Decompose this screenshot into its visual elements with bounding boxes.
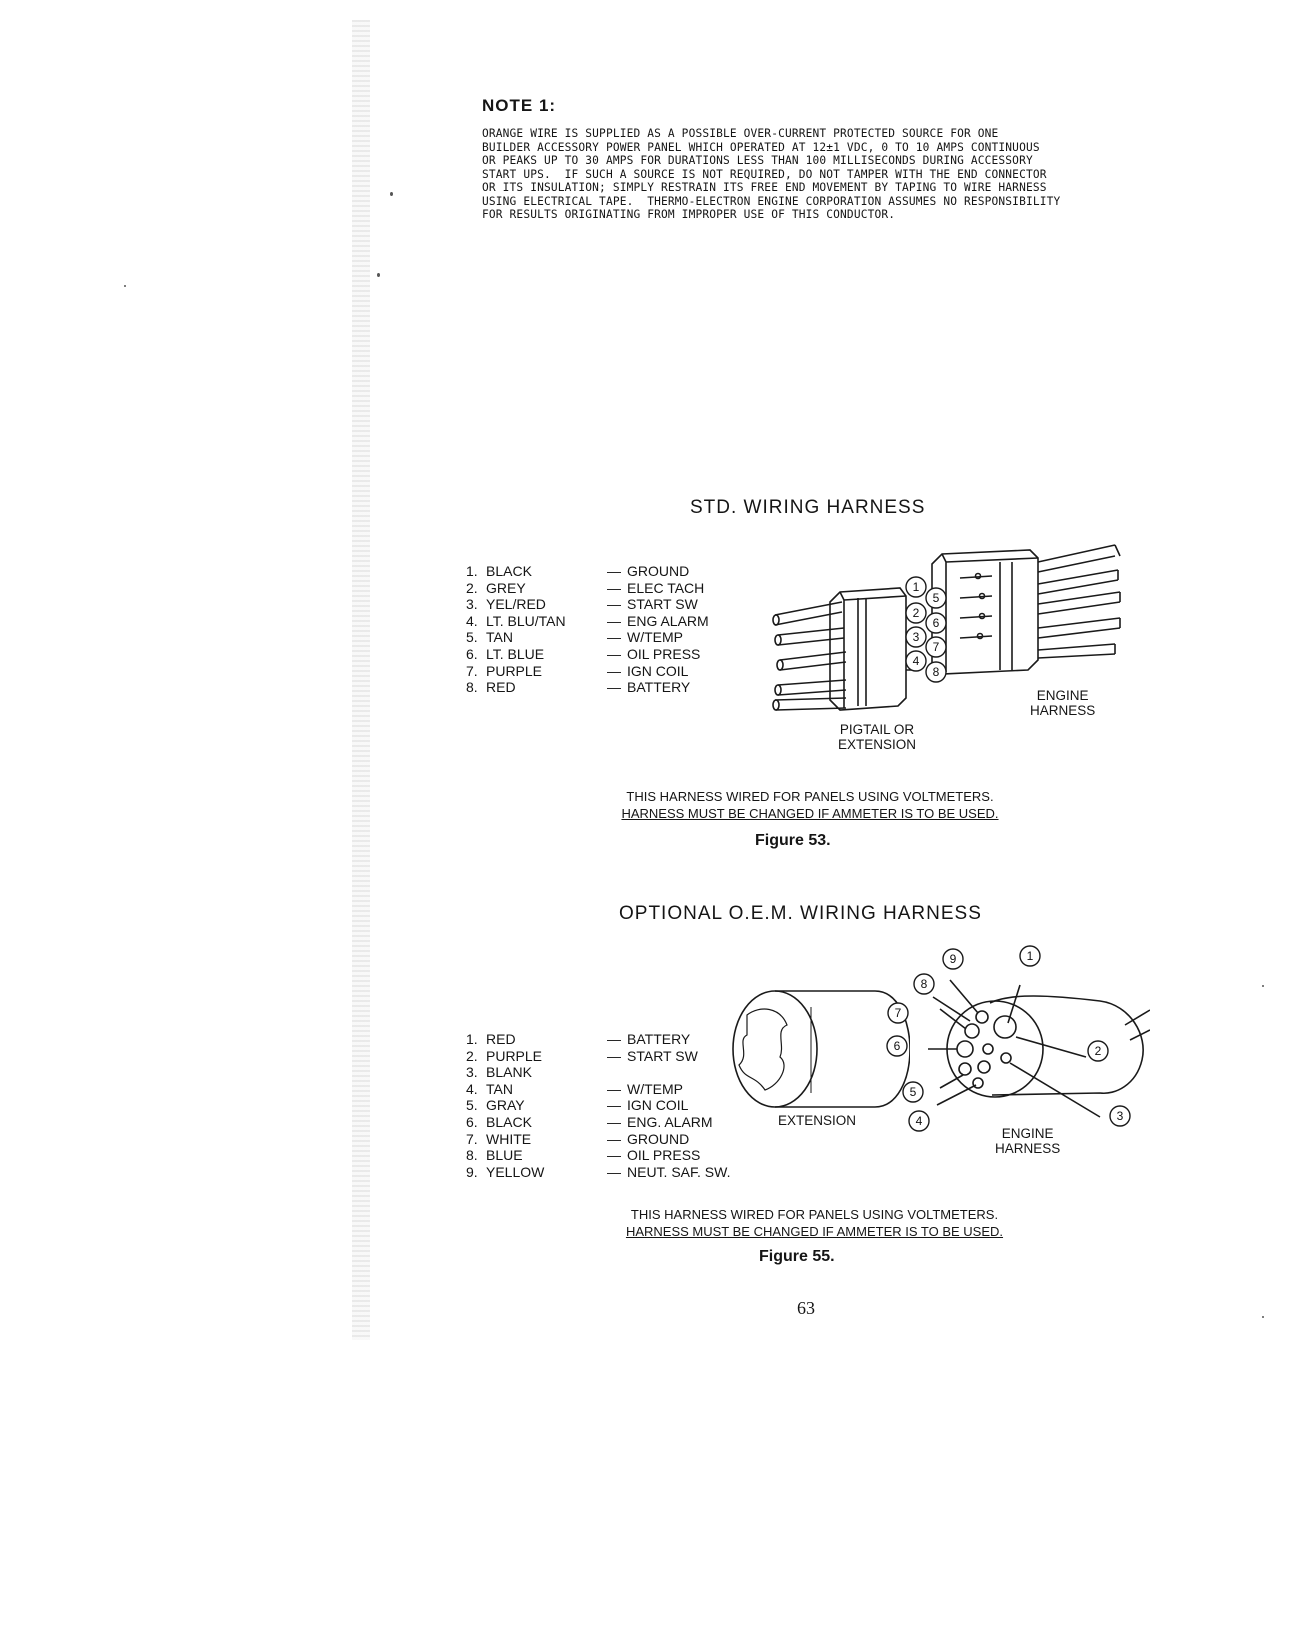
- wire-color: PURPLE: [486, 662, 543, 679]
- legend-row: [466, 580, 709, 597]
- note-footer-line: THIS HARNESS WIRED FOR PANELS USING VOLTMETERS.: [630, 1207, 999, 1222]
- wire-number: 9.: [466, 1163, 478, 1180]
- wire-function: ENG. ALARM: [627, 1113, 713, 1130]
- wire-color: GREY: [486, 579, 526, 596]
- page-number: 63: [797, 1298, 815, 1318]
- engine-harness-label: [1030, 688, 1095, 718]
- note-line: START UPS. IF SUCH A SOURCE IS NOT REQUIRED, DO NOT TAMPER WITH THE END CONNECTOR: [482, 167, 1047, 181]
- wire-color: BLACK: [486, 563, 532, 579]
- oem-engine-harness-label: [995, 1126, 1060, 1156]
- wire-function: IGN COIL: [627, 1097, 689, 1114]
- pin-callout: [943, 949, 963, 969]
- pin-number: 1: [1026, 949, 1034, 963]
- note-line: ORANGE WIRE IS SUPPLIED AS A POSSIBLE OVER-CURRENT PROTECTED SOURCE FOR ONE: [482, 127, 999, 140]
- wire-number: 3.: [466, 1064, 478, 1081]
- wire-function: NEUT. SAF. SW.: [627, 1163, 731, 1180]
- wire-color: TAN: [486, 1080, 513, 1097]
- wire-number: 7.: [466, 1130, 478, 1147]
- wire-number: 6.: [466, 1113, 478, 1130]
- std-wire-legend: [466, 563, 709, 696]
- wire-color: RED: [486, 679, 516, 696]
- note-title: NOTE 1:: [482, 96, 557, 115]
- legend-row: [466, 596, 709, 613]
- wire-color: BLANK: [486, 1064, 532, 1081]
- legend-row: [466, 646, 709, 663]
- pin-number: 6: [893, 1039, 901, 1053]
- pin-callout: [906, 627, 926, 647]
- wire-number: 7.: [466, 662, 478, 679]
- legend-row: [466, 629, 709, 646]
- oem-wire-legend: [466, 1031, 730, 1180]
- pin-callout: [903, 1082, 923, 1102]
- wire-function: GROUND: [627, 1130, 690, 1147]
- pin-callout: [887, 1036, 907, 1056]
- extension-label: EXTENSION: [778, 1113, 857, 1128]
- legend-row: [466, 1164, 730, 1181]
- pin-callout: [926, 588, 946, 608]
- label-line: ENGINE: [1001, 1126, 1054, 1141]
- legend-dash: —: [607, 563, 621, 579]
- pin-callout: [906, 651, 926, 671]
- wire-color: YEL/RED: [486, 596, 546, 613]
- legend-dash: —: [607, 1047, 621, 1064]
- wire-number: 6.: [466, 645, 478, 662]
- wire-number: 5.: [466, 1097, 478, 1114]
- note-footer-line: THIS HARNESS WIRED FOR PANELS USING VOLTMETERS.: [626, 789, 994, 804]
- note-body: [482, 127, 1162, 222]
- std-harness-heading: STD. WIRING HARNESS: [690, 497, 926, 518]
- wire-color: BLUE: [486, 1147, 523, 1164]
- wire-color: GRAY: [486, 1097, 525, 1114]
- wire-number: 4.: [466, 1080, 478, 1097]
- wire-color: BLACK: [486, 1113, 532, 1130]
- label-line: HARNESS: [995, 1141, 1061, 1156]
- label-line: ENGINE: [1036, 688, 1089, 703]
- wire-number: 8.: [466, 1147, 478, 1164]
- legend-dash: —: [607, 1130, 621, 1147]
- legend-dash: —: [607, 629, 621, 646]
- label-line: HARNESS: [1030, 703, 1096, 718]
- legend-row: [466, 1114, 730, 1131]
- legend-dash: —: [607, 679, 621, 696]
- wire-number: 4.: [466, 612, 478, 629]
- legend-row: [466, 679, 709, 696]
- legend-row: [466, 663, 709, 680]
- pin-number: 2: [912, 606, 920, 620]
- pin-callout: [926, 613, 946, 633]
- pin-callout: [909, 1111, 929, 1131]
- pin-callout: [888, 1003, 908, 1023]
- wire-number: 2.: [466, 1047, 478, 1064]
- wire-number: 2.: [466, 579, 478, 596]
- pin-callout: [1020, 946, 1040, 966]
- legend-dash: —: [607, 1097, 621, 1114]
- pin-number: 6: [932, 616, 940, 630]
- scan-speck: [377, 273, 380, 277]
- wire-number: 8.: [466, 679, 478, 696]
- wire-function: ELEC TACH: [627, 579, 705, 596]
- legend-dash: —: [607, 662, 621, 679]
- pigtail-label: [838, 722, 916, 752]
- pin-callout: [914, 974, 934, 994]
- wire-function: W/TEMP: [627, 1080, 683, 1097]
- wire-color: PURPLE: [486, 1047, 543, 1064]
- label-line: PIGTAIL OR: [839, 722, 915, 737]
- pin-number: 3: [1116, 1109, 1124, 1123]
- pin-number: 7: [894, 1006, 902, 1020]
- wire-color: WHITE: [486, 1130, 532, 1147]
- pin-number: 9: [949, 952, 957, 966]
- legend-row: [466, 1097, 730, 1114]
- pin-number: 7: [932, 640, 940, 654]
- oem-harness-note: [597, 1206, 1032, 1240]
- wire-number: 5.: [466, 629, 478, 646]
- std-harness-note: [590, 788, 1030, 822]
- wire-function: ENG ALARM: [627, 612, 709, 629]
- wire-color: LT. BLUE: [486, 645, 545, 662]
- note-footer-line: HARNESS MUST BE CHANGED IF AMMETER IS TO BE USED.: [625, 1224, 1004, 1239]
- wire-number: 3.: [466, 596, 478, 613]
- legend-row: [466, 563, 709, 580]
- pin-callout: [926, 637, 946, 657]
- pigtail-wires: [773, 602, 846, 710]
- note-line: OR PEAKS UP TO 30 AMPS FOR DURATIONS LESS THAN 100 MILLISECONDS DURING ACCESSORY: [482, 154, 1033, 167]
- figure-55-caption: Figure 55.: [759, 1248, 835, 1265]
- pin-number: 5: [909, 1085, 917, 1099]
- legend-row: [466, 1064, 730, 1081]
- note-line: OR ITS INSULATION; SIMPLY RESTRAIN ITS FREE END MOVEMENT BY TAPING TO WIRE HARNESS: [482, 181, 1047, 194]
- pin-number: 4: [912, 654, 920, 668]
- legend-dash: —: [607, 596, 621, 613]
- legend-row: [466, 1131, 730, 1148]
- wire-color: RED: [486, 1031, 516, 1047]
- legend-dash: —: [607, 1080, 621, 1097]
- legend-row: [466, 1081, 730, 1098]
- wire-function: W/TEMP: [627, 629, 683, 646]
- note-line: USING ELECTRICAL TAPE. THERMO-ELECTRON ENGINE CORPORATION ASSUMES NO RESPONSIBILITY: [482, 194, 1061, 208]
- oem-harness-heading: OPTIONAL O.E.M. WIRING HARNESS: [619, 903, 982, 924]
- scan-speck: [124, 285, 126, 287]
- pin-number: 4: [915, 1114, 923, 1128]
- wire-function: BATTERY: [627, 679, 691, 696]
- legend-dash: —: [607, 1147, 621, 1164]
- legend-row: [466, 1031, 730, 1048]
- wire-function: OIL PRESS: [627, 1147, 701, 1164]
- binding-edge-shadow: [352, 20, 370, 1340]
- legend-dash: —: [607, 612, 621, 629]
- wire-function: IGN COIL: [627, 662, 689, 679]
- pin-number: 2: [1094, 1044, 1102, 1058]
- legend-dash: —: [607, 1163, 621, 1180]
- pin-number: 3: [912, 630, 920, 644]
- wire-function: START SW: [627, 596, 698, 613]
- legend-row: [466, 613, 709, 630]
- legend-dash: [607, 1064, 627, 1081]
- wire-color: LT. BLU/TAN: [486, 612, 566, 629]
- pin-callout: [1110, 1106, 1130, 1126]
- pin-number: 1: [912, 580, 920, 594]
- wire-color: YELLOW: [486, 1163, 545, 1180]
- oem-pin-callouts-left: [880, 945, 970, 1075]
- wire-function: START SW: [627, 1047, 698, 1064]
- wire-color: TAN: [486, 629, 513, 646]
- wire-number: 1.: [466, 563, 478, 579]
- wire-function: OIL PRESS: [627, 645, 701, 662]
- scan-speck: [1262, 985, 1264, 987]
- label-line: EXTENSION: [838, 737, 917, 752]
- wire-number: 1.: [466, 1031, 478, 1047]
- scan-speck: [1262, 1316, 1264, 1318]
- figure-53-caption: Figure 53.: [755, 832, 831, 849]
- pin-callout: [906, 603, 926, 623]
- std-pin-callouts: [905, 575, 965, 685]
- note-line: BUILDER ACCESSORY POWER PANEL WHICH OPERATED AT 12±1 VDC, 0 TO 10 AMPS CONTINUOUS: [482, 140, 1040, 154]
- scan-speck: [390, 192, 393, 196]
- legend-dash: —: [607, 1031, 621, 1047]
- engine-wires: [1038, 545, 1120, 658]
- pin-number: 8: [932, 665, 940, 679]
- pin-number: 5: [932, 591, 940, 605]
- legend-row: [466, 1048, 730, 1065]
- note-footer-line: HARNESS MUST BE CHANGED IF AMMETER IS TO BE USED.: [621, 806, 999, 821]
- legend-dash: —: [607, 579, 621, 596]
- note-line: FOR RESULTS ORIGINATING FROM IMPROPER USE OF THIS CONDUCTOR.: [482, 208, 896, 221]
- legend-dash: —: [607, 645, 621, 662]
- pin-callout: [906, 577, 926, 597]
- pin-number: 8: [920, 977, 928, 991]
- wire-function: BATTERY: [627, 1031, 691, 1047]
- legend-row: [466, 1147, 730, 1164]
- wire-function: GROUND: [627, 563, 690, 579]
- pin-callout: [1088, 1041, 1108, 1061]
- legend-dash: —: [607, 1113, 621, 1130]
- pin-callout: [926, 662, 946, 682]
